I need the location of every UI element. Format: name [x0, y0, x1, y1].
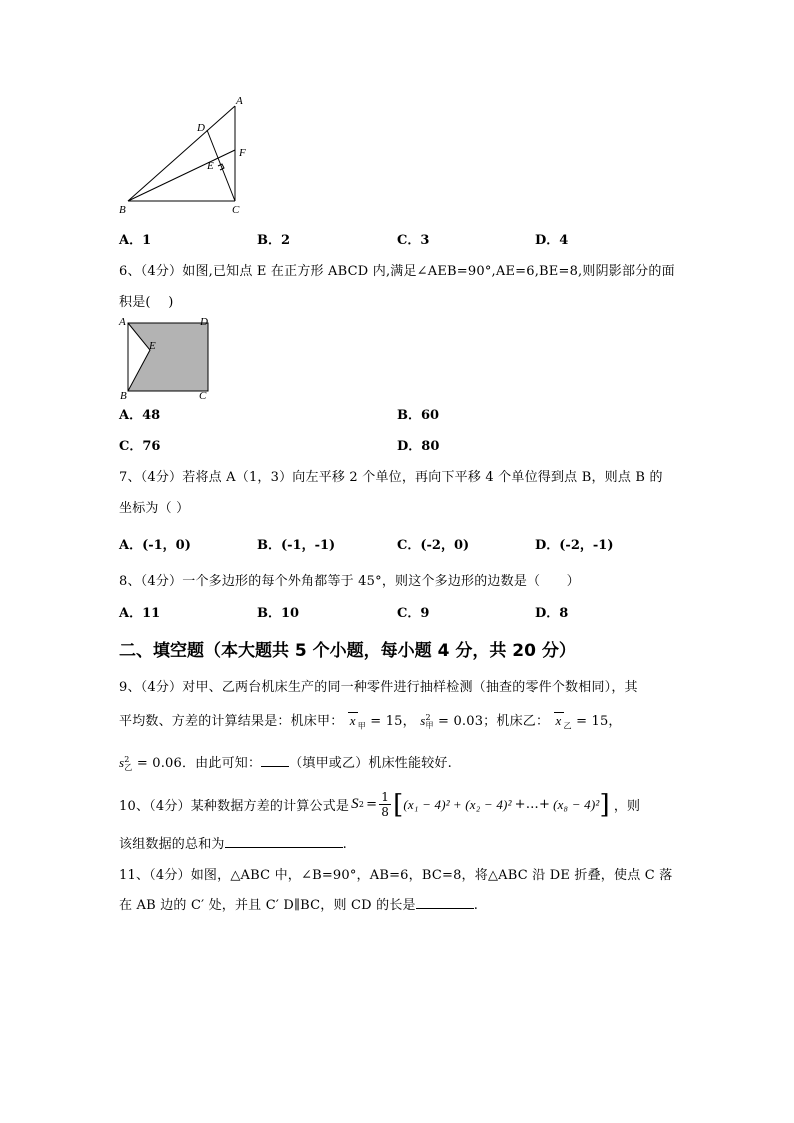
q11-answer-blank[interactable]: [416, 895, 474, 909]
q7-stem-line2: 坐标为（ ）: [119, 501, 190, 516]
q5-label-B: B: [119, 204, 126, 216]
q8-option-b: B．10: [257, 606, 300, 621]
q6-stem-line1: 6、（4分）如图,已知点 E 在正方形 ABCD 内,满足∠AEB=90°,AE=6,BE=8,则阴影部分的面: [119, 264, 675, 279]
q8-stem: 8、（4分）一个多边形的每个外角都等于 45°，则这个多边形的边数是（ ）: [119, 574, 580, 589]
q11-line1: 11、（4分）如图，△ABC 中，∠B=90°，AB=6，BC=8，将△ABC 沿 DE 折叠，使点 C 落: [119, 868, 673, 883]
q5-option-b: B．2: [257, 233, 291, 248]
q6-option-c: C．76: [119, 439, 161, 454]
q5-label-E: E: [207, 160, 214, 172]
q5-option-c: C．3: [397, 233, 430, 248]
q8-option-c: C．9: [397, 606, 430, 621]
q7-stem-line1: 7、（4分）若将点 A（1，3）向左平移 2 个单位，再向下平移 4 个单位得到点 B，则点 B 的: [119, 470, 663, 485]
q9-line2: 平均数、方差的计算结果是：机床甲： x $_甲$ = 15， s2 甲 = 0.03；机床乙： x $_乙$ = 15，: [119, 712, 622, 731]
q5-label-A: A: [236, 95, 243, 107]
q8-option-d: D．8: [535, 606, 569, 621]
q5-option-d: D．4: [535, 233, 569, 248]
q5-label-C: C: [232, 204, 240, 216]
q6-option-d: D．80: [397, 439, 440, 454]
q9-xbar-yi: x: [555, 713, 562, 728]
q6-label-E: E: [149, 340, 156, 352]
q7-option-b: B．(-1，-1): [257, 538, 336, 553]
q6-option-b: B．60: [397, 408, 440, 423]
q6-figure: [115, 313, 215, 403]
q10-line1: 10、（4分）某种数据方差的计算公式是 S 2 = $\frac{1}{8}$ [ (x₁ − 4)² + (x₂ − 4)² +…+ (x₈ − 4)² ] ，则: [119, 789, 641, 820]
q10-answer-blank[interactable]: [225, 834, 343, 848]
q6-label-D: D: [200, 316, 208, 328]
q8-option-a: A．11: [119, 606, 161, 621]
q11-line2: 在 AB 边的 C′ 处，并且 C′ D∥BC，则 CD 的长是 .: [119, 894, 478, 913]
q9-xbar-jia: x: [349, 713, 356, 728]
q6-label-A: A: [119, 316, 126, 328]
q6-stem-line2: 积是( ): [119, 295, 174, 310]
q5-label-D: D: [197, 122, 205, 134]
q7-option-a: A．(-1，0): [119, 538, 191, 553]
q7-option-d: D．(-2，-1): [535, 538, 614, 553]
q5-figure: [115, 94, 255, 219]
q6-label-C: C: [199, 390, 207, 402]
q9-line1: 9、（4分）对甲、乙两台机床生产的同一种零件进行抽样检测（抽查的零件个数相同），其: [119, 680, 638, 695]
q10-line2: 该组数据的总和为 .: [119, 833, 347, 852]
q6-option-a: A．48: [119, 408, 161, 423]
q9-answer-blank[interactable]: [261, 753, 289, 767]
q10-fraction: $\frac{1}{8}$: [381, 790, 390, 819]
q7-option-c: C．(-2，0): [397, 538, 470, 553]
section-heading: 二、填空题（本大题共 5 个小题，每小题 4 分，共 20 分）: [119, 641, 576, 661]
q5-option-a: A．1: [119, 233, 152, 248]
q5-label-F: F: [239, 147, 246, 159]
q6-label-B: B: [120, 390, 127, 402]
q6-shaded-region: [128, 323, 208, 391]
q9-line3: s2 乙 = 0.06．由此可知： （填甲或乙）机床性能较好.: [119, 754, 452, 772]
